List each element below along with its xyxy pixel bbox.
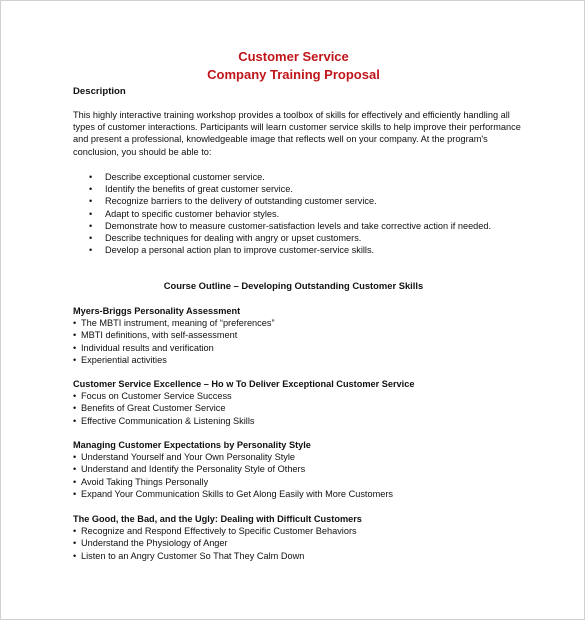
bullet-icon: •: [73, 550, 77, 561]
bullet-icon: •: [73, 488, 77, 499]
bullet-icon: •: [73, 403, 77, 414]
bullet-icon: •: [73, 415, 77, 426]
bullet-icon: •: [89, 196, 93, 207]
section-title: Managing Customer Expectations by Personality Style: [73, 440, 311, 450]
outline-section: [73, 305, 275, 366]
list-item-text: Listen to an Angry Customer So That They Calm Down: [81, 550, 305, 561]
objective-item: [89, 208, 491, 220]
list-item: [73, 463, 393, 475]
intro-line: types of customer interactions. Participants will learn customer service skills to help improve their performance: [73, 122, 521, 133]
list-item-text: Understand and Identify the Personality Style of Others: [81, 464, 306, 475]
list-item: [73, 415, 414, 427]
list-item: [73, 402, 414, 414]
description-heading: Description: [73, 86, 126, 97]
outline-section: [73, 513, 362, 562]
list-item: [73, 488, 393, 500]
list-item: [73, 317, 275, 329]
intro-paragraph: [73, 109, 528, 158]
bullet-icon: •: [73, 464, 77, 475]
list-item-text: Recognize and Respond Effectively to Specific Customer Behaviors: [81, 526, 357, 537]
list-item: [73, 329, 275, 341]
list-item-text: Individual results and verification: [81, 342, 214, 353]
bullet-icon: •: [73, 452, 77, 463]
bullet-icon: •: [73, 476, 77, 487]
course-outline-heading: Course Outline – Developing Outstanding Customer Skills: [163, 280, 424, 291]
bullet-icon: •: [89, 172, 93, 182]
bullet-icon: •: [89, 220, 93, 231]
objective-item: [89, 220, 491, 232]
bullet-icon: •: [73, 526, 77, 537]
list-item-text: Focus on Customer Service Success: [81, 391, 232, 402]
list-item-text: Experiential activities: [81, 354, 167, 365]
list-item: [73, 342, 275, 354]
list-item: [73, 354, 275, 366]
bullet-icon: •: [73, 318, 77, 329]
objective-text: Demonstrate how to measure customer-satisfaction levels and take corrective action if needed.: [105, 220, 492, 231]
objective-text: Recognize barriers to the delivery of outstanding customer service.: [105, 196, 377, 207]
list-item: [73, 525, 362, 537]
objective-text: Describe exceptional customer service.: [105, 172, 265, 182]
intro-line: conclusion, you should be able to:: [73, 146, 212, 157]
bullet-icon: •: [89, 233, 93, 244]
bullet-icon: •: [73, 330, 77, 341]
objective-item: [89, 195, 491, 207]
list-item: [73, 451, 393, 463]
objective-item: [89, 183, 491, 195]
objective-text: Describe techniques for dealing with angry or upset customers.: [105, 233, 362, 244]
intro-line: This highly interactive training workshop provides a toolbox of skills for effectively and efficiently handling all: [73, 110, 510, 120]
objective-item: [89, 171, 491, 183]
objective-text: Identify the benefits of great customer service.: [105, 184, 293, 195]
list-item: [73, 390, 414, 402]
bullet-icon: •: [89, 184, 93, 195]
document-subtitle: Company Training Proposal: [207, 67, 380, 82]
section-title: Customer Service Excellence – Ho w To Deliver Exceptional Customer Service: [73, 379, 415, 389]
bullet-icon: •: [89, 245, 93, 256]
list-item-text: Benefits of Great Customer Service: [81, 403, 226, 414]
list-item-text: Understand Yourself and Your Own Personality Style: [81, 452, 295, 463]
list-item-text: Effective Communication & Listening Skills: [81, 415, 255, 426]
objectives-list: [89, 171, 491, 256]
bullet-icon: •: [73, 354, 77, 365]
outline-section: [73, 439, 393, 500]
objective-item: [89, 244, 491, 256]
section-title: The Good, the Bad, and the Ugly: Dealing with Difficult Customers: [73, 514, 362, 524]
list-item-text: MBTI definitions, with self-assessment: [81, 330, 238, 341]
objective-item: [89, 232, 491, 244]
bullet-icon: •: [73, 538, 77, 549]
objective-text: Develop a personal action plan to improve customer-service skills.: [105, 245, 375, 256]
objective-text: Adapt to specific customer behavior styles.: [105, 208, 280, 219]
document-title: Customer Service: [238, 49, 349, 64]
list-item-text: Avoid Taking Things Personally: [81, 476, 209, 487]
section-title: Myers-Briggs Personality Assessment: [73, 306, 241, 316]
list-item: [73, 537, 362, 549]
list-item-text: Expand Your Communication Skills to Get Along Easily with More Customers: [81, 488, 394, 499]
bullet-icon: •: [73, 342, 77, 353]
list-item-text: The MBTI instrument, meaning of “preferences”: [81, 318, 275, 329]
intro-line: and present a professional, knowledgeable image that reflects well on your company. At the program's: [73, 134, 488, 145]
list-item: [73, 550, 362, 562]
list-item-text: Understand the Physiology of Anger: [81, 538, 228, 549]
bullet-icon: •: [73, 391, 77, 402]
bullet-icon: •: [89, 208, 93, 219]
list-item: [73, 476, 393, 488]
outline-section: [73, 378, 414, 427]
